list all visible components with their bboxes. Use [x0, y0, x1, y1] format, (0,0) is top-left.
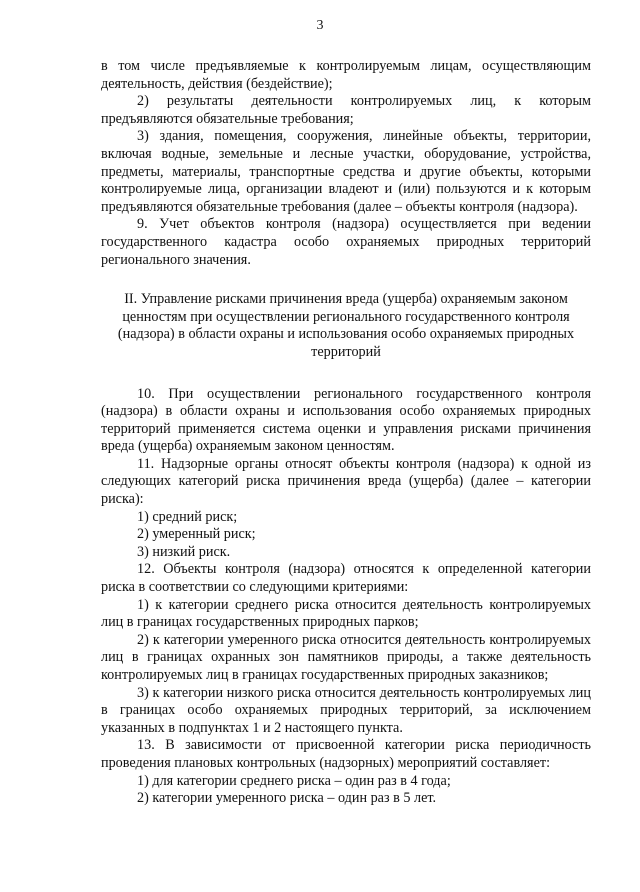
document-body [101, 58, 591, 808]
paragraph-9: 9. Учет объектов контроля (надзора) осуществляется при ведении государственного кадастра особо охраняемых природных территорий регионального значения. [101, 216, 591, 268]
paragraph-8-item-3: 3) здания, помещения, сооружения, линейные объекты, территории, включая водные, земельные и лесные участки, оборудование, устройства, предметы, материалы, транспортные средства и другие объекты, которыми контролируемые лица, организации владеют и (или) пользуются и к которым предъявляются обязательные требования (далее – объекты контроля (надзора). [101, 128, 591, 215]
paragraph-12: 12. Объекты контроля (надзора) относятся к определенной категории риска в соответствии со следующими критериями: [101, 561, 591, 596]
page-number: 3 [316, 18, 324, 33]
paragraph-11: 11. Надзорные органы относят объекты контроля (надзора) к одной из следующих категорий риска причинения вреда (ущерба) (далее – категории риска): [101, 455, 591, 508]
paragraph-13: 13. В зависимости от присвоенной категории риска периодичность проведения плановых контрольных (надзорных) мероприятий составляет: [101, 737, 591, 771]
paragraph-11-item-2: 2) умеренный риск; [137, 526, 256, 543]
paragraph-11-item-3: 3) низкий риск. [137, 543, 231, 560]
paragraph-12-item-3: 3) к категории низкого риска относится деятельность контролируемых лиц в границах особо охраняемых природных территорий, за исключением указанных в подпунктах 1 и 2 настоящего пункта. [101, 684, 591, 736]
paragraph-10: 10. При осуществлении регионального государственного контроля (надзора) в области охраны и использования особо охраняемых природных территорий применяется система оценки и управления рисками причинения вреда (ущерба) охраняемым законом ценностям. [101, 385, 591, 455]
intro-fragment: в том числе предъявляемые к контролируемым лицам, осуществляющим деятельность, действия (бездействие); [101, 58, 591, 92]
paragraph-8-item-2: 2) результаты деятельности контролируемых лиц, к которым предъявляются обязательные требования; [101, 93, 591, 127]
paragraph-13-item-1: 1) для категории среднего риска – один раз в 4 года; [137, 772, 451, 789]
paragraph-11-item-1: 1) средний риск; [137, 508, 238, 525]
paragraph-12-item-2: 2) к категории умеренного риска относится деятельность контролируемых лиц в границах охранных зон памятников природы, а также деятельность контролируемых лиц в границах государственных природных заказников; [101, 631, 591, 683]
paragraph-12-item-1: 1) к категории среднего риска относится деятельность контролируемых лиц в границах государственных природных парков; [101, 596, 591, 631]
section-heading: II. Управление рисками причинения вреда (ущерба) охраняемым законом ценностям при осуществлении регионального государственного контроля (надзора) в области охраны и использования особо охраняемых природных территорий [117, 291, 575, 360]
paragraph-13-item-2: 2) категории умеренного риска – один раз в 5 лет. [137, 790, 437, 807]
